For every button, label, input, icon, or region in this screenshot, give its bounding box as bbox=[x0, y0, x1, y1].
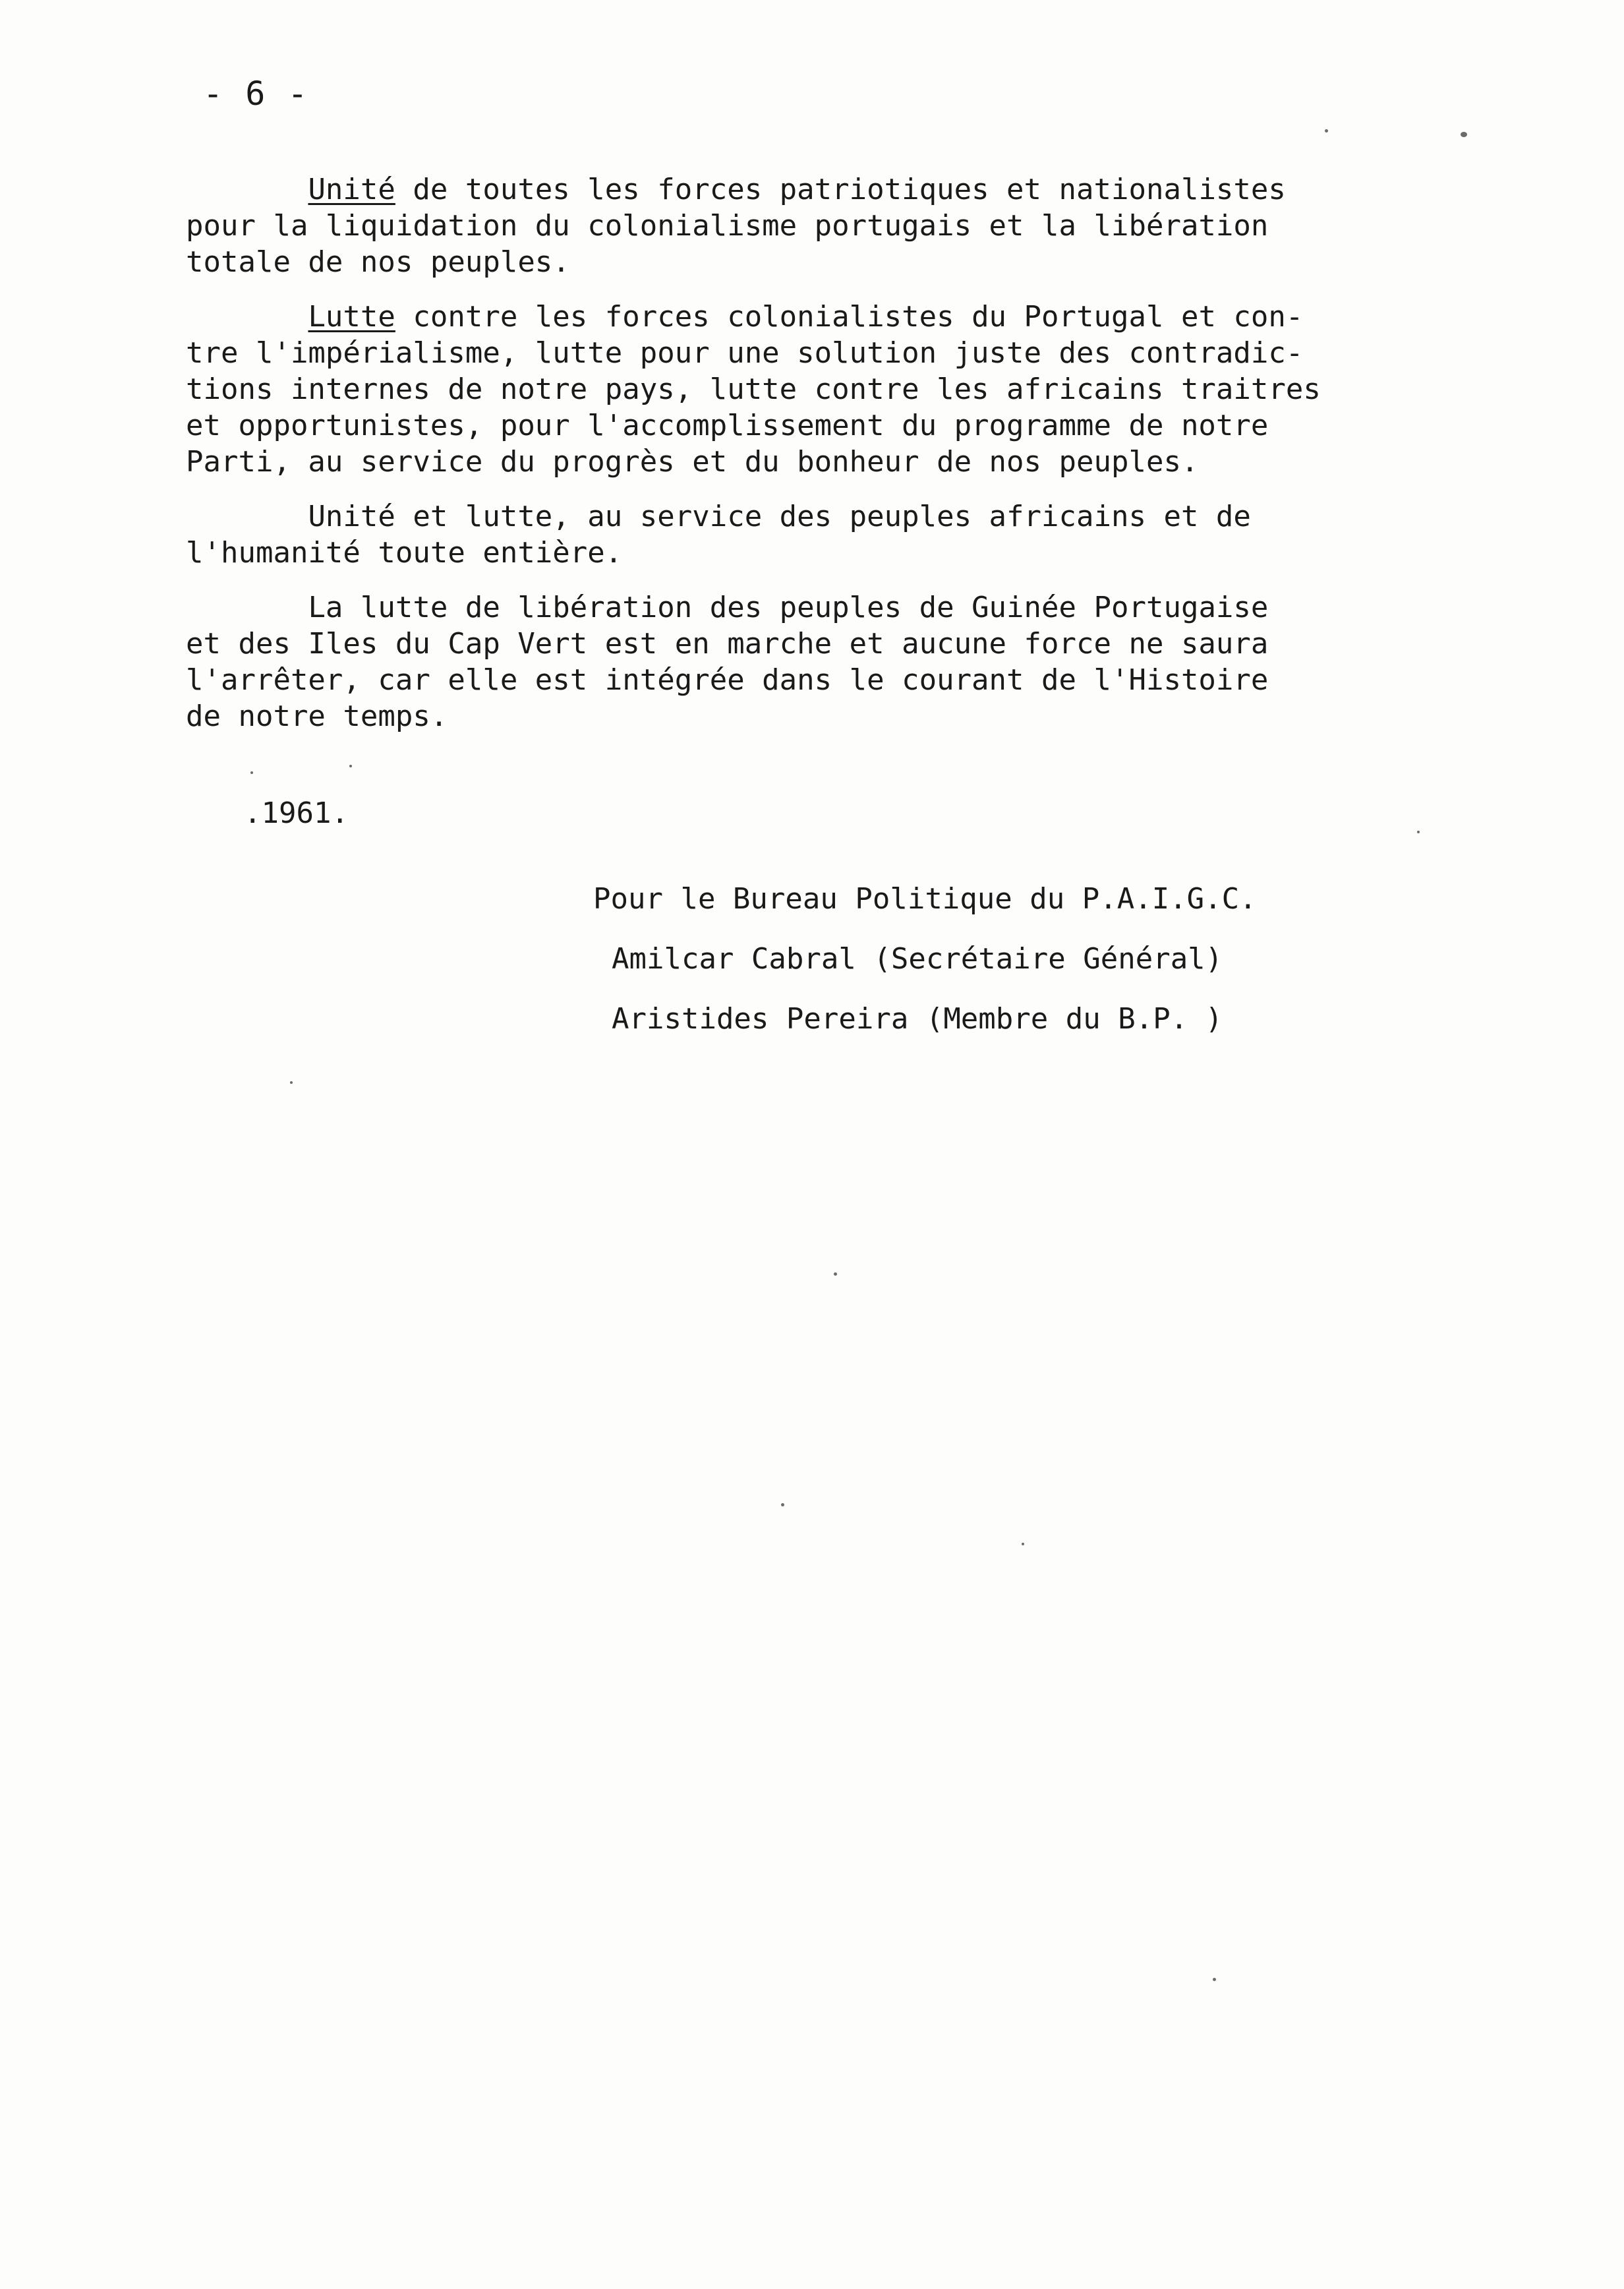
paragraph-lutte bbox=[186, 299, 1438, 480]
page-number: - 6 - bbox=[203, 74, 309, 113]
paragraph-line: pour la liquidation du colonialisme portugais et la libération bbox=[186, 209, 1269, 243]
signatory-cabral: Amilcar Cabral (Secrétaire Général) bbox=[612, 942, 1223, 976]
paragraph-line: et des Iles du Cap Vert est en marche et aucune force ne saura bbox=[186, 627, 1269, 661]
paragraph-line: Unité et lutte, au service des peuples africains et de bbox=[308, 500, 1251, 533]
signatory-pereira: Aristides Pereira (Membre du B.P. ) bbox=[612, 1002, 1223, 1036]
paragraph-line: contre les forces colonialistes du Portugal et con- bbox=[395, 300, 1304, 334]
paragraph-line: Parti, au service du progrès et du bonheur de nos peuples. bbox=[186, 445, 1199, 479]
scan-speck bbox=[834, 1272, 837, 1276]
underlined-word: Lutte bbox=[308, 300, 395, 334]
paragraph-line: de toutes les forces patriotiques et nationalistes bbox=[395, 173, 1286, 206]
paragraph-lutte-de-liberation bbox=[186, 589, 1438, 734]
paragraph-line: l'arrêter, car elle est intégrée dans le courant de l'Histoire bbox=[186, 663, 1269, 697]
paragraph-line: l'humanité toute entière. bbox=[186, 536, 623, 570]
document-body bbox=[186, 171, 1438, 734]
signature-block bbox=[593, 881, 1257, 1037]
scan-speck bbox=[1461, 132, 1467, 137]
paragraph-unite-et-lutte bbox=[186, 498, 1438, 571]
paragraph-line: et opportunistes, pour l'accomplissement du programme de notre bbox=[186, 409, 1269, 442]
signature-organization: Pour le Bureau Politique du P.A.I.G.C. bbox=[593, 882, 1257, 916]
scan-speck bbox=[781, 1503, 784, 1506]
paragraph-line: La lutte de libération des peuples de Guinée Portugaise bbox=[308, 591, 1269, 624]
scan-speck bbox=[250, 771, 253, 774]
scan-speck bbox=[290, 1081, 293, 1084]
underlined-word: Unité bbox=[308, 173, 395, 206]
paragraph-line: tre l'impérialisme, lutte pour une solution juste des contradic- bbox=[186, 336, 1304, 370]
paragraph-line: tions internes de notre pays, lutte contre les africains traitres bbox=[186, 372, 1321, 406]
paragraph-line: de notre temps. bbox=[186, 699, 448, 733]
scan-speck bbox=[1213, 1978, 1216, 1981]
paragraph-unite bbox=[186, 171, 1438, 280]
scan-speck bbox=[349, 765, 352, 767]
scan-speck bbox=[1417, 831, 1420, 833]
document-date: .1961. bbox=[244, 796, 349, 830]
scan-speck bbox=[1022, 1543, 1024, 1545]
paragraph-line: totale de nos peuples. bbox=[186, 245, 570, 279]
scan-speck bbox=[1325, 129, 1328, 133]
